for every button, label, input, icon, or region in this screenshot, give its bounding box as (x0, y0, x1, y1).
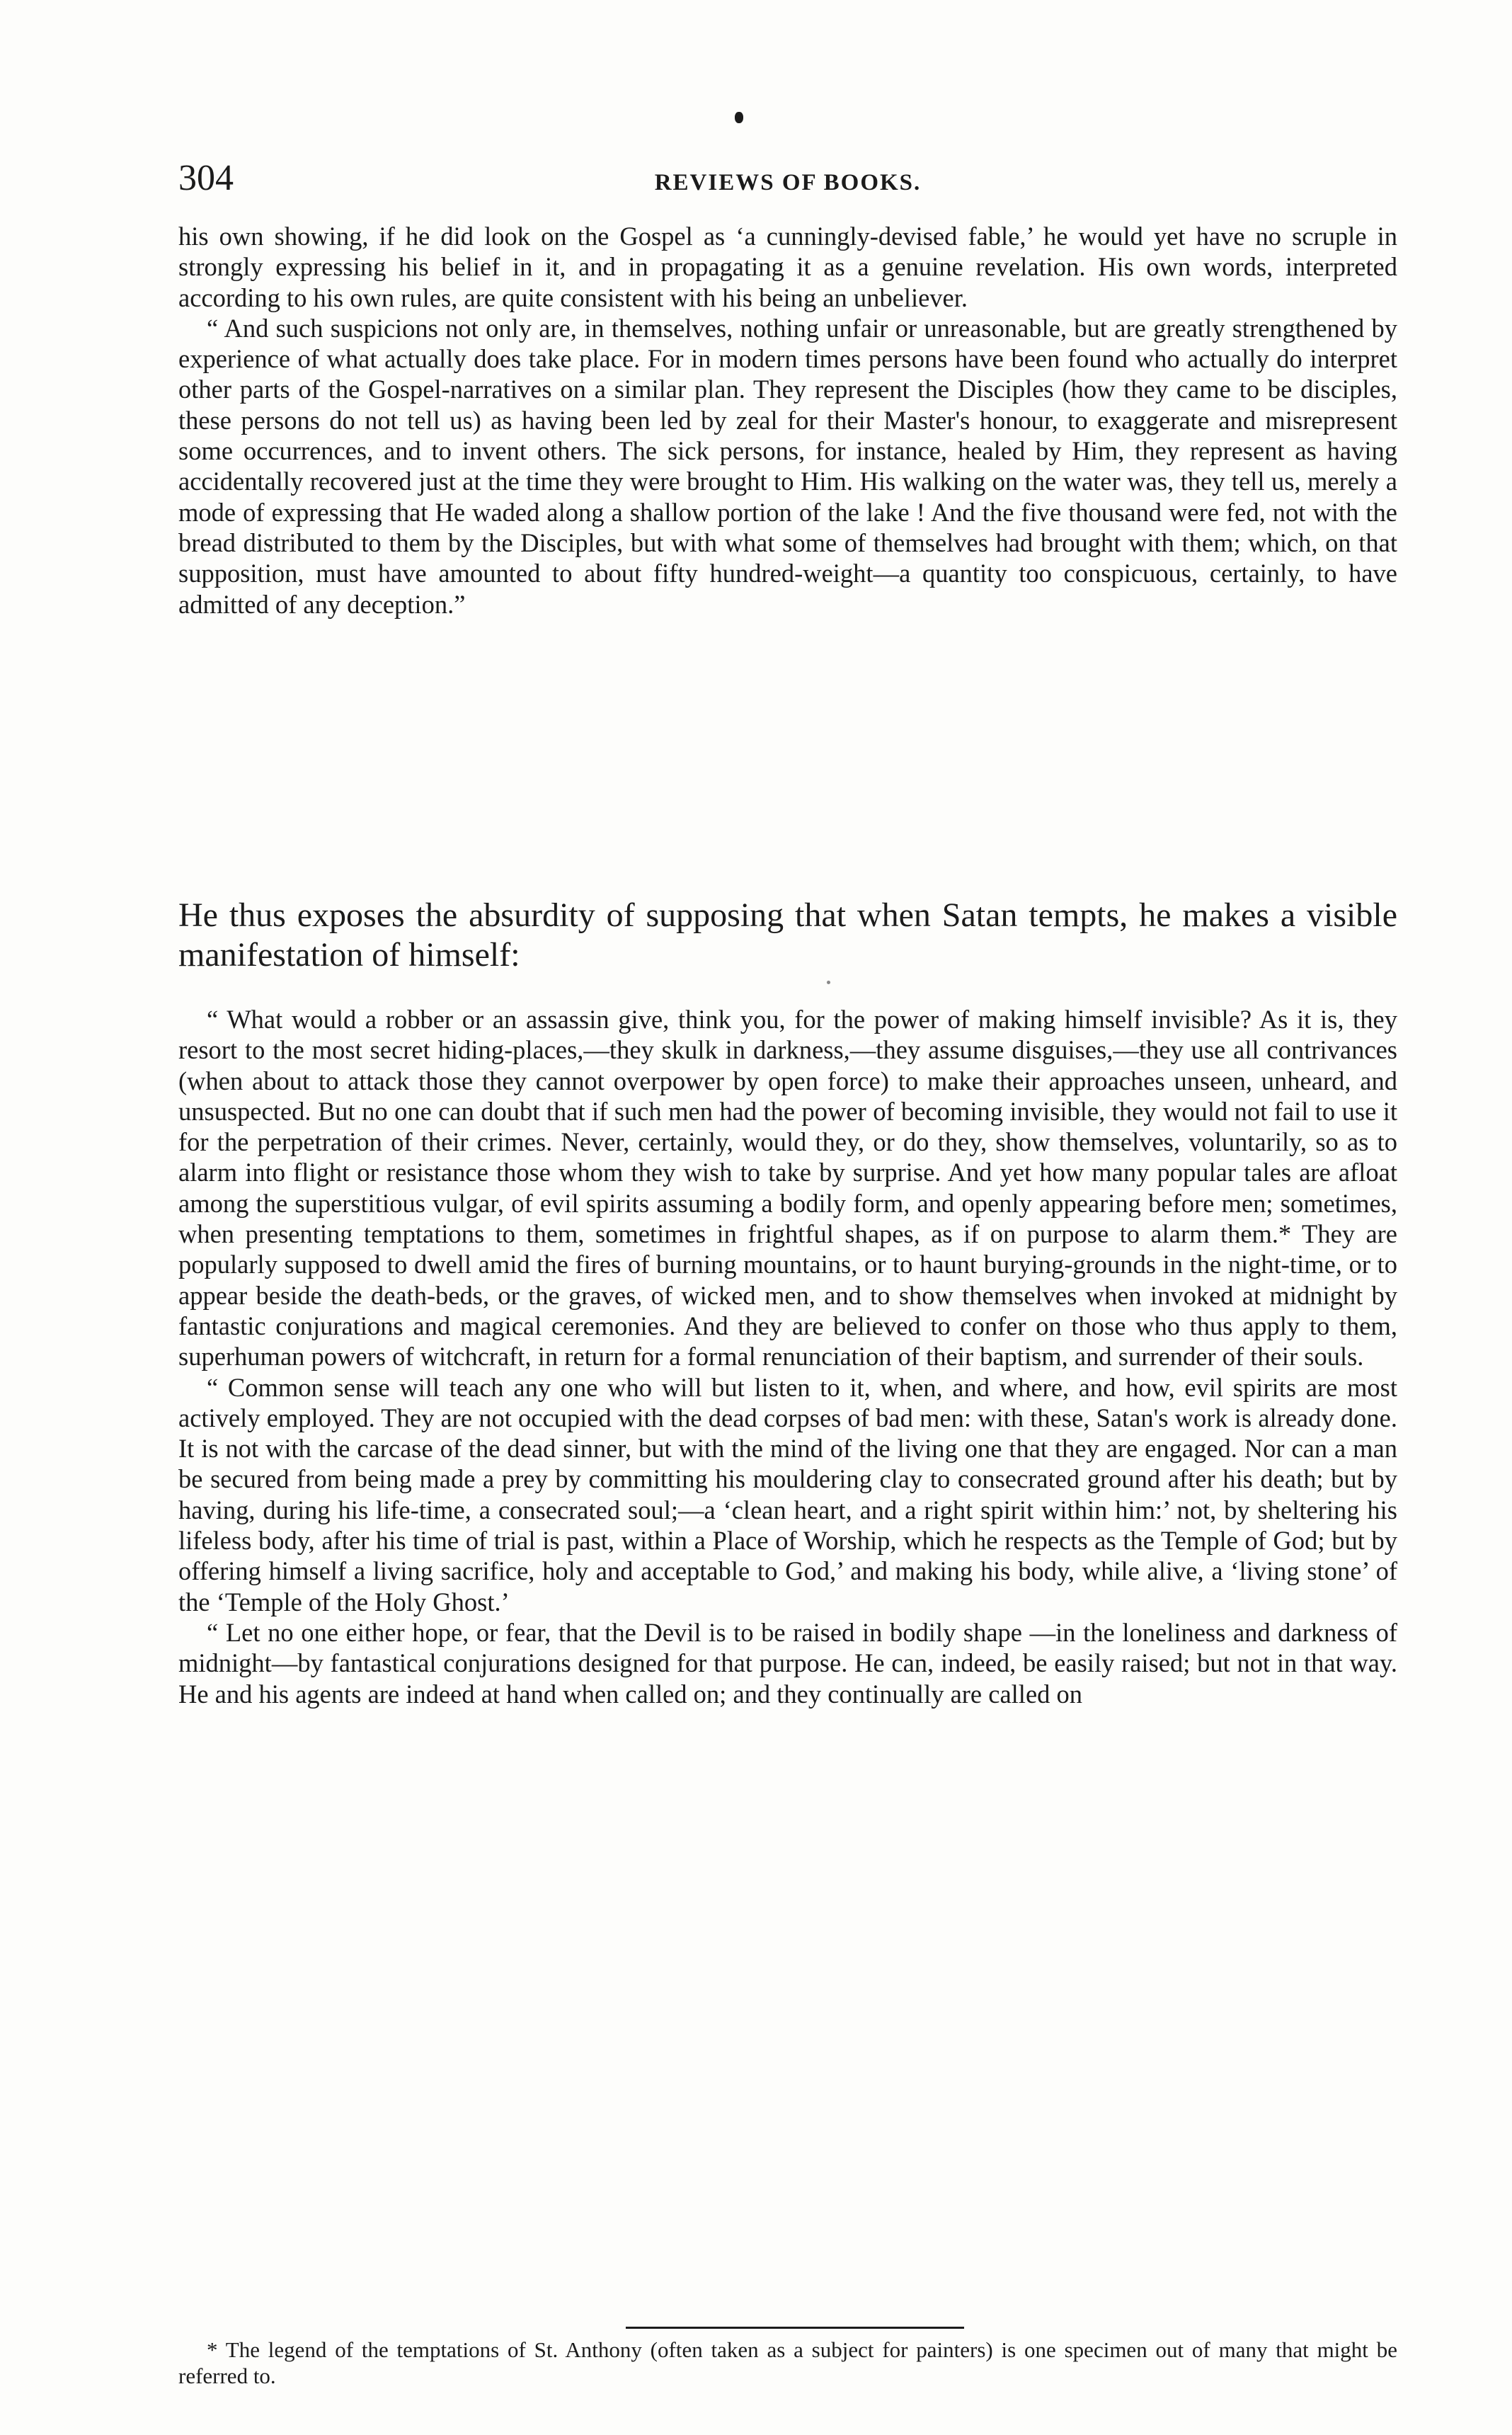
footnote-rule (626, 2327, 964, 2329)
quote2-paragraph-2: “ Common sense will teach any one who will but listen to it, when, and where, and how, evil spirits are most actively employed. They are not occupied with the dead corpses of bad men: with these, Satan's work is already done. It is not with the carcase of the dead sinner, but with the mind of the living one that they are engaged. Nor can a man be secured from being made a prey by committing his mouldering clay to consecrated ground after his death; but by having, during his life-time, a consecrated soul;—a ‘clean heart, and a right spirit within him:’ not, by sheltering his lifeless body, after his time of trial is past, within a Place of Worship, which he respects as the Temple of God; but by offering himself a living sacrifice, holy and acceptable to God,’ and making his body, while alive, a ‘living stone’ of the ‘Temple of the Holy Ghost.’ (178, 1372, 1397, 1616)
page-header (178, 157, 1397, 207)
quoted-passage-1 (178, 221, 1397, 620)
quoted-passage-2 (178, 1004, 1397, 1709)
quote1-paragraph-2: “ And such suspicions not only are, in themselves, nothing unfair or unreasonable, but are greatly strengthened by experience of what actually does take place. For in modern times persons have been found who actually do interpret other parts of the Gospel-narratives on a similar plan. They represent the Disciples (how they came to be disciples, these persons do not tell us) as having been led by zeal for their Master's honour, to exaggerate and misrepresent some occurrences, and to invent others. The sick persons, for instance, healed by Him, they represent as having accidentally recovered just at the time they were brought to Him. His walking on the water was, they tell us, merely a mode of expressing that He waded along a shallow portion of the lake ! And the five thousand were fed, not with the bread distributed to them by the Disciples, but with what some of themselves had brought with them; which, on that supposition, must have amounted to about fifty hundred-weight—a quantity too conspicuous, certainly, to have admitted of any deception.” (178, 313, 1397, 619)
page-number: 304 (178, 158, 234, 198)
footnote: * The legend of the temptations of St. Anthony (often taken as a subject for painters) is one specimen out of many that might be referred to. (178, 2337, 1397, 2388)
quote2-paragraph-3: “ Let no one either hope, or fear, that the Devil is to be raised in bodily shape —in the loneliness and darkness of midnight—by fantastical conjurations designed for that purpose. He can, indeed, be easily raised; but not in that way. He and his agents are indeed at hand when called on; and they continually are called on (178, 1617, 1397, 1709)
quote2-paragraph-1: “ What would a robber or an assassin give, think you, for the power of making himself invisible? As it is, they resort to the most secret hiding-places,—they skulk in darkness,—they assume disguises,—they use all contrivances (when about to attack those they cannot overpower by open force) to make their approaches unseen, unheard, and unsuspected. But no one can doubt that if such men had the power of becoming invisible, they would not fail to use it for the perpetration of their crimes. Never, certainly, would they, or do they, show themselves, voluntarily, so as to alarm into flight or resistance those whom they wish to take by surprise. And yet how many popular tales are afloat among the superstitious vulgar, of evil spirits assuming a bodily form, and openly appearing before men; sometimes, when presenting temptations to them, sometimes in frightful shapes, as if on purpose to alarm them.* They are popularly supposed to dwell amid the fires of burning mountains, or to haunt burying-grounds in the night-time, or to appear beside the death-beds, or the graves, of wicked men, and to show themselves when invoked at midnight by fantastic conjurations and magical ceremonies. And they are believed to confer on those who thus apply to them, superhuman powers of witchcraft, in return for a formal renunciation of their baptism, and surrender of their souls. (178, 1005, 1397, 1372)
reviewer-lead-sentence: He thus exposes the absurdity of supposing that when Satan tempts, he makes a visible manifestation of himself: (178, 896, 1397, 974)
ink-dot (735, 112, 743, 123)
running-head: REVIEWS OF BOOKS. (654, 170, 922, 195)
quote1-paragraph-1: his own showing, if he did look on the Gospel as ‘a cunningly-devised fable,’ he would yet have no scruple in strongly expressing his belief in it, and in propagating it as a genuine revelation. His own words, interpreted according to his own rules, are quite consistent with his being an unbeliever. (178, 222, 1397, 312)
speck (827, 981, 830, 984)
